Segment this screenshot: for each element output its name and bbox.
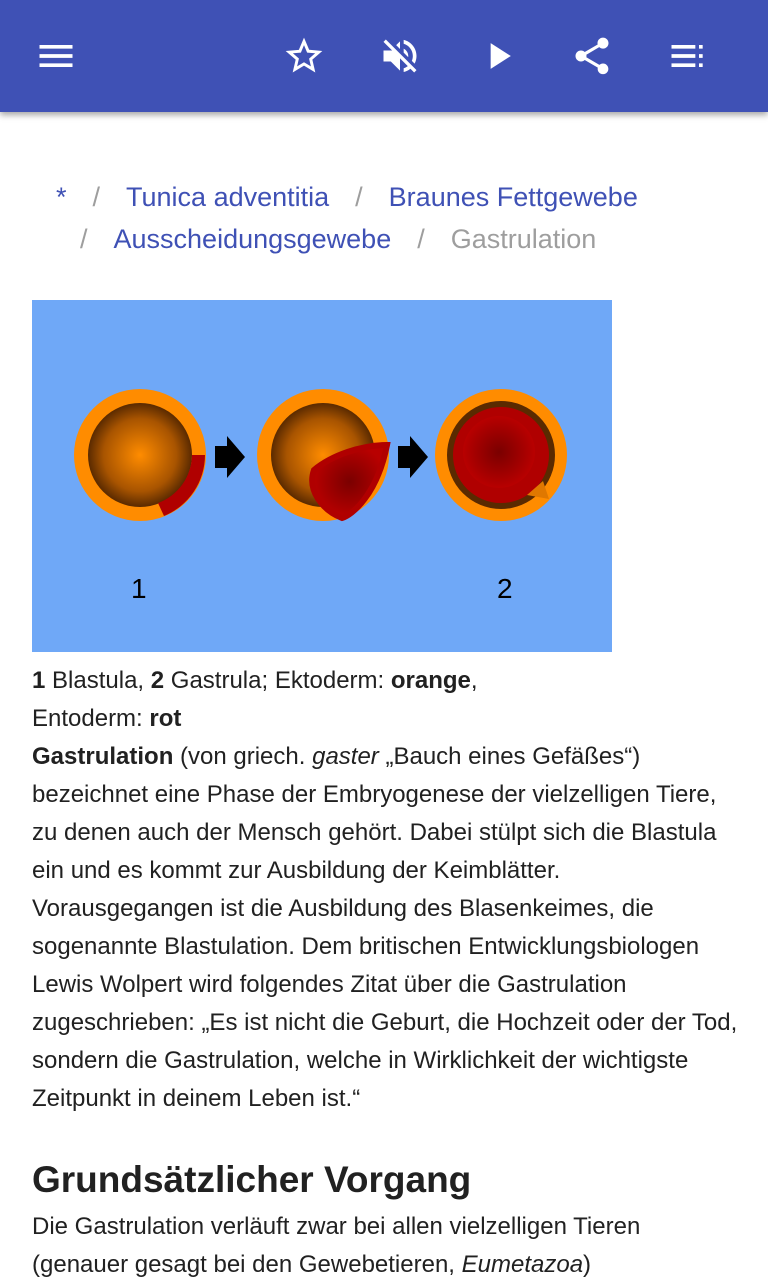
gastrulation-diagram [32,300,612,652]
figure-label-2: 2 [497,573,513,604]
menu-button[interactable] [24,24,88,88]
article-intro [32,738,742,1118]
gastrula-stage [435,389,567,521]
gastrulation-figure[interactable] [32,300,612,652]
figure-caption [32,662,736,738]
mute-button[interactable] [368,24,432,88]
caption-text: , [470,667,478,694]
favorite-button[interactable] [272,24,336,88]
star-outline-icon [282,34,326,78]
caption-number-1: 1 [32,667,46,694]
caption-rot: rot [149,705,182,732]
breadcrumb-separator: / [92,182,101,212]
paragraph-text: ) [583,1251,592,1278]
caption-orange: orange [390,667,471,694]
breadcrumb-home-link[interactable]: * [56,182,67,212]
term-eumetazoa: Eumetazoa [461,1251,584,1278]
menu-icon [34,34,78,78]
app-toolbar [0,0,768,112]
arrow-1 [215,436,245,478]
intro-paragraph [32,738,742,1118]
play-icon [476,34,520,78]
share-icon [570,34,614,78]
breadcrumb-link-ausscheidungsgewebe[interactable]: Ausscheidungsgewebe [113,224,392,254]
breadcrumb-link-tunica-adventitia[interactable]: Tunica adventitia [126,182,330,212]
figure-label-1: 1 [131,573,147,604]
caption-text: Blastula, [45,667,151,694]
section-paragraph [32,1208,742,1284]
breadcrumb-separator: / [417,224,425,254]
caption-text: Gastrula; Ektoderm: [164,667,391,694]
breadcrumb-separator: / [355,182,363,212]
paragraph-text: „Bauch eines Gefäßes“) bezeichnet eine Phase der Embryogenese der vielzelligen Tiere, zu denen auch der Mensch gehört. Dabei stülpt sich die Blastula ein und es kommt zur Ausbildung der Keimblätter. Vorausgegangen ist die Ausbildung des Blasenkeimes, die sogenannte Blastulation. Dem britischen Entwicklungsbiologen Lewis Wolpert wird folgendes Zitat über die Gastrulation zugeschrieben: „Es ist nicht die Geburt, die Hochzeit oder der Tod, sondern die Gastrulation, welche in Wirklichkeit der wichtigste Zeitpunkt in deinem Leben ist.“ [32,743,738,1112]
caption-text: Entoderm: [32,705,150,732]
breadcrumb-link-braunes-fettgewebe[interactable]: Braunes Fettgewebe [388,182,638,212]
intermediate-stage [257,389,389,521]
section-heading: Grundsätzlicher Vorgang [32,1159,472,1200]
toc-button[interactable] [656,24,720,88]
share-button[interactable] [560,24,624,88]
term-gaster: gaster [312,743,379,770]
play-button[interactable] [466,24,530,88]
breadcrumb [32,176,712,260]
breadcrumb-current: Gastrulation [450,224,597,254]
caption-number-2: 2 [150,667,165,694]
volume-off-icon [378,34,422,78]
playlist-icon [666,34,710,78]
blastula-stage [74,389,206,521]
article-title-term: Gastrulation [32,743,174,770]
paragraph-text: (von griech. [173,743,313,770]
paragraph-text: Die Gastrulation verläuft zwar bei allen vielzelligen Tieren (genauer gesagt bei den Gewebetieren, [32,1213,641,1278]
breadcrumb-separator: / [80,224,88,254]
arrow-2 [398,436,428,478]
